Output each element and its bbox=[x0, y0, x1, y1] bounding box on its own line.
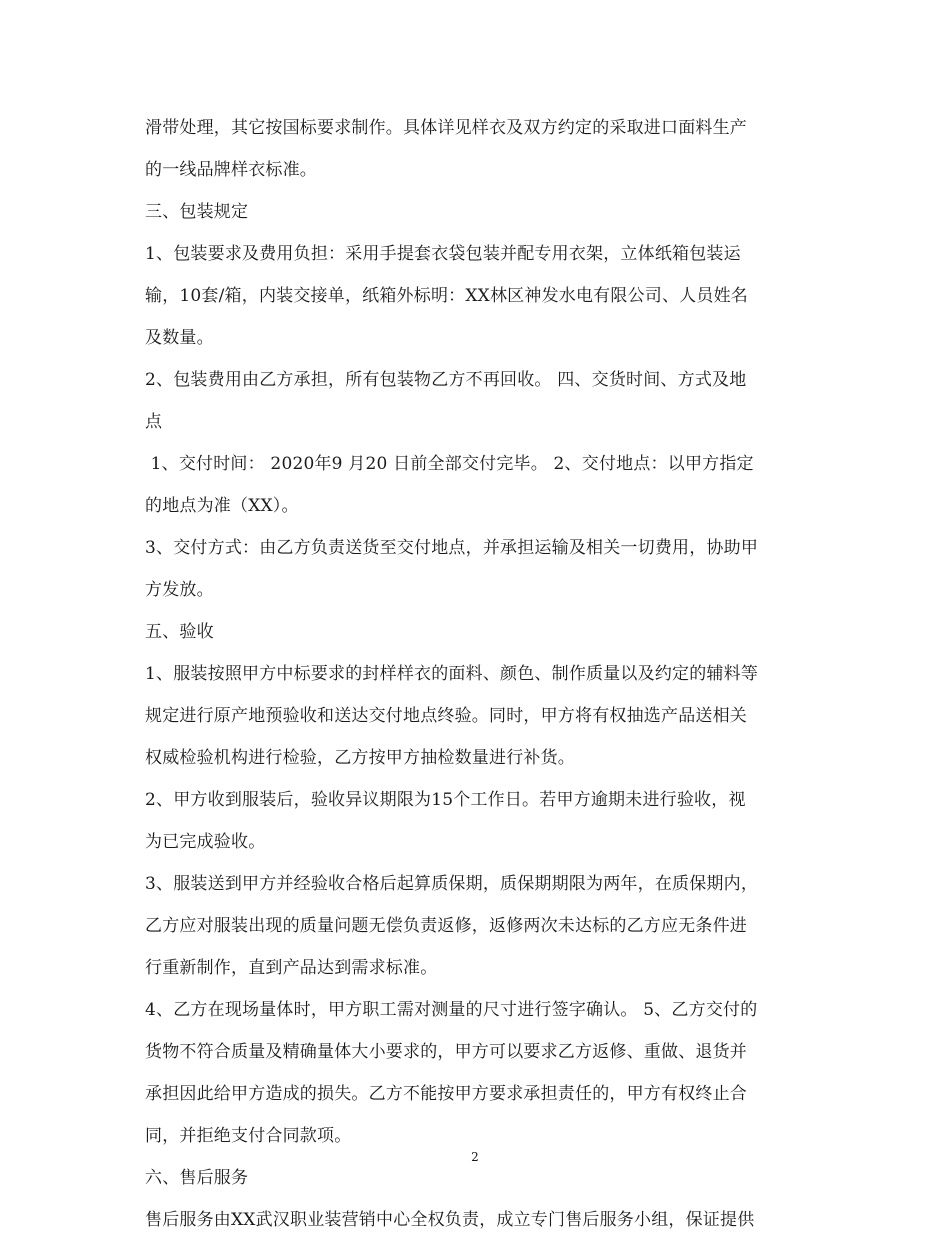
text-line: 权威检验机构进行检验，乙方按甲方抽检数量进行补货。 bbox=[145, 748, 575, 768]
text-line: 的一线品牌样衣标准。 bbox=[145, 160, 317, 180]
text-line: 1、服装按照甲方中标要求的封样样衣的面料、颜色、制作质量以及约定的辅料等 bbox=[145, 664, 759, 684]
text-line: 1、包装要求及费用负担：采用手提套衣袋包装并配专用衣架，立体纸箱包装运 bbox=[145, 244, 741, 264]
text-line: 行重新制作，直到产品达到需求标准。 bbox=[145, 958, 438, 978]
section-heading: 六、售后服务 bbox=[145, 1168, 249, 1188]
text-line: 乙方应对服装出现的质量问题无偿负责返修，返修两次未达标的乙方应无条件进 bbox=[145, 916, 747, 936]
text-line: 的地点为准（XX）。 bbox=[145, 496, 299, 516]
text-line: 滑带处理，其它按国标要求制作。具体详见样衣及双方约定的采取进口面料生产 bbox=[145, 118, 747, 138]
page-number: 2 bbox=[471, 1150, 479, 1164]
text-line: 货物不符合质量及精确量体大小要求的，甲方可以要求乙方返修、重做、退货并 bbox=[145, 1042, 747, 1062]
text-line: 承担因此给甲方造成的损失。乙方不能按甲方要求承担责任的，甲方有权终止合 bbox=[145, 1084, 747, 1104]
text-line: 及数量。 bbox=[145, 328, 214, 348]
text-line: 3、服装送到甲方并经验收合格后起算质保期，质保期期限为两年，在质保期内， bbox=[145, 874, 759, 894]
text-line: 同，并拒绝支付合同款项。 bbox=[145, 1126, 352, 1146]
text-line: 点 bbox=[145, 412, 163, 432]
text-line: 1、交付时间： 2020年9 月20 日前全部交付完毕。 2、交付地点：以甲方指定 bbox=[145, 454, 754, 474]
text-line: 4、乙方在现场量体时，甲方职工需对测量的尺寸进行签字确认。 5、乙方交付的 bbox=[145, 1000, 758, 1020]
document-body bbox=[145, 112, 810, 1236]
text-line: 3、交付方式：由乙方负责送货至交付地点，并承担运输及相关一切费用，协助甲 bbox=[145, 538, 759, 558]
text-line: 输，10套/箱，内装交接单，纸箱外标明：XX林区神发水电有限公司、人员姓名 bbox=[145, 286, 748, 306]
text-line: 为已完成验收。 bbox=[145, 832, 266, 852]
section-heading: 五、验收 bbox=[145, 622, 214, 642]
text-line: 售后服务由XX武汉职业装营销中心全权负责，成立专门售后服务小组，保证提供 bbox=[145, 1210, 755, 1230]
text-line: 规定进行原产地预验收和送达交付地点终验。同时，甲方将有权抽选产品送相关 bbox=[145, 706, 747, 726]
text-line: 2、甲方收到服装后，验收异议期限为15个工作日。若甲方逾期未进行验收，视 bbox=[145, 790, 746, 810]
text-line: 方发放。 bbox=[145, 580, 214, 600]
text-line: 2、包装费用由乙方承担，所有包装物乙方不再回收。 四、交货时间、方式及地 bbox=[145, 370, 747, 390]
section-heading: 三、包装规定 bbox=[145, 202, 249, 222]
